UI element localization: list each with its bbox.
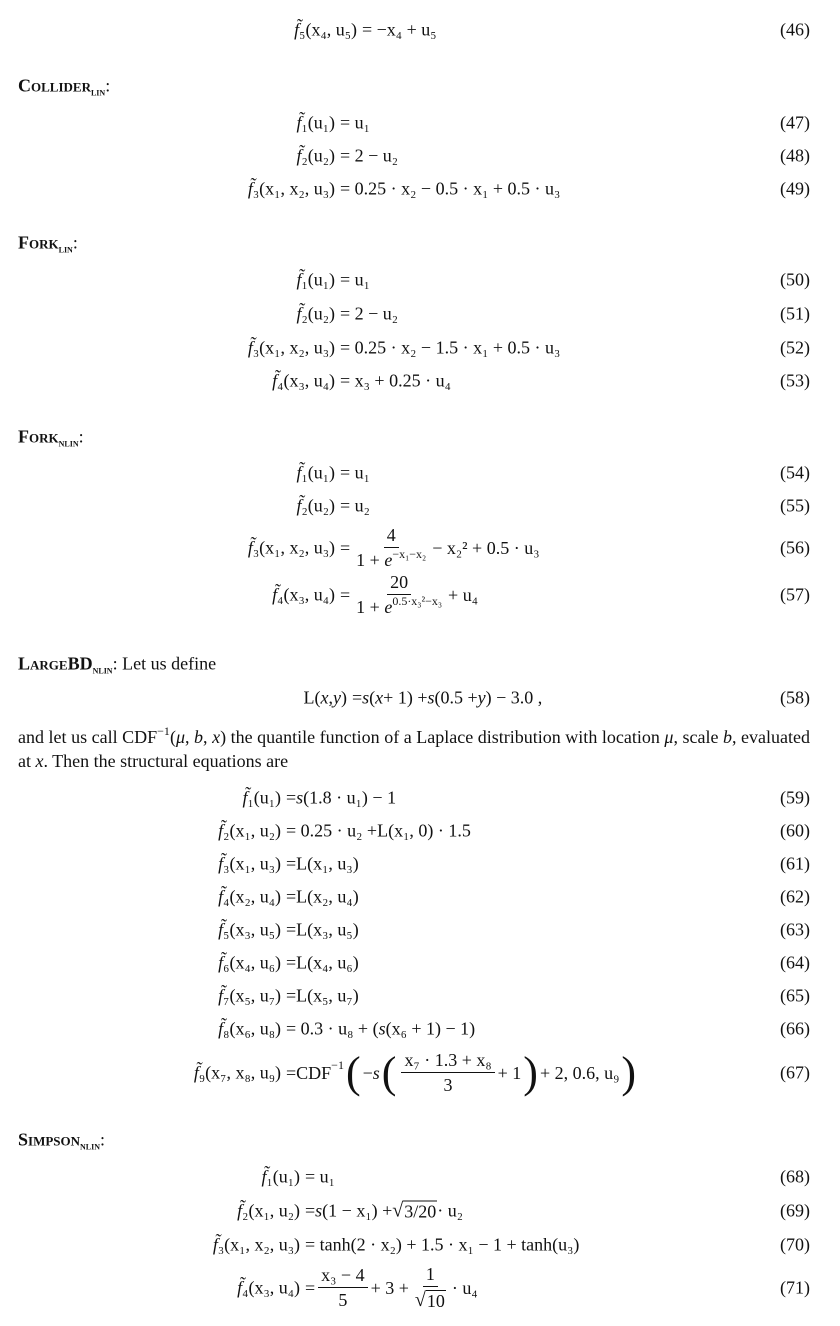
math-text: , [328, 687, 333, 708]
equation-number: (57) [780, 584, 810, 605]
math-text: (1.8 · u₁) − 1 [303, 787, 397, 808]
math-variable: y [477, 687, 486, 708]
math-text: ₁(u₁) [301, 112, 335, 133]
denominator [353, 548, 429, 571]
equation-number: (66) [780, 1018, 810, 1039]
equation-rhs [305, 1235, 579, 1256]
equation-rhs [362, 20, 437, 41]
equation-lhs [296, 496, 335, 517]
math-variable: e [384, 597, 393, 617]
math-text: ₄(x₃, u₄) [242, 1277, 300, 1298]
heading-subscript: lin [90, 84, 106, 99]
equation-number: (58) [780, 687, 810, 708]
math-variable: s [372, 1062, 380, 1083]
math-variable: f̃ [218, 952, 224, 973]
math-text: (x₃, u₅) [307, 919, 359, 940]
math-text: 5 [338, 1290, 348, 1310]
math-text: , [184, 727, 195, 747]
equation-lhs [272, 371, 335, 392]
math-variable: f̃ [296, 112, 302, 133]
math-variable: f̃ [247, 537, 253, 558]
equation-rhs [340, 572, 478, 618]
math-text: = u₁ [340, 462, 370, 483]
equation-lhs [194, 1063, 281, 1084]
math-text: = 0.25 · x₂ − 0.5 · x₁ + 0.5 · u₃ [340, 178, 561, 199]
math-text: ₁(u₁) [301, 269, 335, 290]
equation-lhs-container [0, 1048, 281, 1098]
heading-title: Fork [18, 232, 59, 253]
math-variable: f̃ [218, 1018, 224, 1039]
math-text: 1 + [356, 550, 385, 570]
numerator [318, 1265, 367, 1288]
math-text: ₁(u₁) [266, 1166, 300, 1187]
section-heading [18, 654, 216, 675]
superscript: −x₁−x₂ [392, 547, 427, 561]
equation-lhs [294, 20, 357, 41]
math-text: = [286, 853, 297, 874]
equation-number: (55) [780, 495, 810, 516]
math-text: = 0.25 · u₂ + [286, 820, 378, 841]
heading-title: Simpson [18, 1129, 81, 1150]
equation-lhs-container [0, 164, 335, 214]
math-text: ₄(x₂, u₄) [223, 886, 281, 907]
equation-lhs-container [0, 1004, 281, 1054]
math-variable: x [212, 727, 221, 747]
math-text: = [340, 584, 351, 605]
math-text: ( [314, 687, 321, 708]
math-text: ₉(x₇, x₈, u₉) [198, 1062, 281, 1083]
math-variable: s [296, 787, 304, 808]
math-text: + 1 [497, 1062, 522, 1083]
math-variable: f̃ [296, 462, 302, 483]
equation-number: (50) [780, 269, 810, 290]
large-parenthesis: ) [523, 1048, 538, 1097]
radical-sign: √ [392, 1199, 404, 1222]
math-operator: CDF [122, 727, 158, 747]
equation-lhs-container [0, 673, 347, 723]
denominator [353, 595, 445, 618]
equation-lhs [218, 1019, 281, 1040]
math-text: , scale [673, 727, 723, 747]
equation-number: (52) [780, 337, 810, 358]
math-text: ₆(x₄, u₆) [223, 952, 281, 973]
math-text: = tanh(2 · x₂) + 1.5 · x₁ − 1 + tanh(u₃) [305, 1234, 580, 1255]
radicand: 3/20 [404, 1201, 437, 1222]
math-text: ₅(x₃, u₅) [223, 919, 281, 940]
math-text: (0.5 + [434, 687, 478, 708]
fraction [401, 1050, 494, 1096]
numerator [401, 1050, 494, 1073]
math-text: ₁(u₁) [301, 462, 335, 483]
math-variable: μ [175, 727, 185, 747]
math-text: = −x₄ + u₅ [362, 19, 437, 40]
math-text: , evaluated at [18, 727, 811, 771]
numerator [423, 1264, 438, 1287]
equation-number: (64) [780, 952, 810, 973]
equation-lhs [248, 179, 335, 200]
equation-lhs [272, 585, 335, 606]
math-text: ( [369, 687, 376, 708]
equation-rhs [286, 1019, 475, 1040]
math-text: ₁(u₁) [247, 787, 281, 808]
equation-number: (49) [780, 178, 810, 199]
math-text: + 1) + [383, 687, 428, 708]
equation-number: (71) [780, 1277, 810, 1298]
equation-number: (69) [780, 1200, 810, 1221]
math-text: − [362, 1062, 373, 1083]
math-text: ) [341, 687, 347, 708]
math-text: 20 [390, 572, 409, 592]
math-variable: f̃ [294, 19, 300, 40]
math-text: ₂(u₂) [301, 145, 335, 166]
math-variable: f̃ [218, 886, 224, 907]
math-text: + u₄ [448, 584, 478, 605]
equation-number: (59) [780, 787, 810, 808]
equation-rhs [340, 496, 370, 517]
section-heading [18, 233, 78, 254]
math-variable: f̃ [296, 269, 302, 290]
math-text: ₄(x₃, u₄) [277, 370, 335, 391]
math-text: = u₂ [340, 495, 370, 516]
math-text: ₂(x₁, u₂) [242, 1200, 300, 1221]
heading-title: LargeBD [18, 653, 93, 674]
math-variable: f̃ [237, 1277, 243, 1298]
equation-lhs-container [0, 356, 335, 406]
equation-number: (53) [780, 370, 810, 391]
math-variable: f̃ [212, 1234, 218, 1255]
math-text: = 2 − u₂ [340, 145, 399, 166]
math-text: = u₁ [340, 112, 370, 133]
heading-suffix: : [78, 426, 84, 447]
math-operator: L [296, 985, 308, 1006]
heading-subscript: nlin [92, 662, 113, 677]
equation-lhs [237, 1278, 300, 1299]
equation-lhs-container [0, 523, 335, 573]
equation-number: (46) [780, 19, 810, 40]
math-text: = [286, 919, 297, 940]
fraction [353, 572, 445, 618]
denominator [335, 1288, 350, 1311]
equation-row [0, 164, 840, 214]
equation-rhs [340, 179, 560, 200]
equation-number: (62) [780, 886, 810, 907]
section-heading [18, 76, 110, 97]
math-variable: x [375, 687, 384, 708]
math-variable: f̃ [296, 495, 302, 516]
equation-rhs [340, 270, 370, 291]
equation-rhs [352, 688, 542, 709]
math-text: ₃(x₁, x₂, u₃) [217, 1234, 300, 1255]
math-text: · u₄ [451, 1277, 478, 1298]
math-variable: f̃ [218, 820, 224, 841]
equation-number: (61) [780, 853, 810, 874]
numerator [384, 525, 399, 548]
equation-lhs [296, 270, 335, 291]
superscript: −1 [331, 1057, 344, 1072]
math-variable: f̃ [218, 919, 224, 940]
equation-row [0, 356, 840, 406]
math-operator: L [296, 853, 308, 874]
math-text: (x₂, u₄) [307, 886, 359, 907]
math-variable: s [427, 687, 435, 708]
denominator [441, 1073, 456, 1096]
equation-row [0, 1004, 840, 1054]
math-variable: f̃ [237, 1200, 243, 1221]
heading-title: Collider [18, 75, 91, 96]
math-text: · u₂ [437, 1200, 464, 1221]
heading-subscript: nlin [58, 435, 79, 450]
equation-rhs [340, 304, 398, 325]
equation-rhs [340, 371, 451, 392]
math-text: ₇(x₅, u₇) [223, 985, 281, 1006]
math-text: = [286, 985, 297, 1006]
equation-rhs [305, 1264, 478, 1312]
equation-lhs [304, 688, 348, 709]
math-text: , [203, 727, 213, 747]
math-variable: y [333, 687, 341, 708]
math-text: = x₃ + 0.25 · u₄ [340, 370, 451, 391]
math-text: ₃(x₁, x₂, u₃) [252, 337, 335, 358]
math-variable: f̃ [272, 584, 278, 605]
math-text: ) − 3.0 , [485, 687, 543, 708]
math-operator: CDF [296, 1062, 332, 1083]
equation-rhs [340, 525, 539, 571]
math-text: − x₂² + 0.5 · u₃ [432, 537, 540, 558]
equation-row [0, 673, 840, 723]
math-variable: f̃ [261, 1166, 267, 1187]
math-text: (1 − x₁) + [322, 1200, 393, 1221]
section-heading [18, 427, 84, 448]
math-text: = u₁ [305, 1166, 335, 1187]
math-text: 1 + [356, 597, 385, 617]
equation-row [0, 523, 840, 573]
equation-number: (51) [780, 303, 810, 324]
math-text: ) the quantile function of a Laplace distribution with location [220, 727, 665, 747]
equation-lhs [261, 1167, 300, 1188]
math-operator: L [303, 687, 315, 708]
math-variable: f̃ [218, 985, 224, 1006]
equation-row [0, 5, 840, 55]
math-variable: f̃ [272, 370, 278, 391]
equation-row [0, 570, 840, 620]
equation-number: (65) [780, 985, 810, 1006]
math-text: . Then the structural equations are [43, 751, 289, 771]
numerator [387, 572, 411, 595]
math-text: ₃(x₁, u₃) [223, 853, 281, 874]
math-variable: s [362, 687, 370, 708]
equation-lhs [213, 1235, 300, 1256]
math-text: (x₅, u₇) [307, 985, 359, 1006]
equation-rhs [305, 1167, 335, 1188]
math-text: = [286, 1062, 297, 1083]
math-operator: L [296, 919, 308, 940]
heading-subscript: lin [58, 241, 73, 256]
math-text: (x₆ + 1) − 1) [385, 1018, 476, 1039]
math-text: = 2 − u₂ [340, 303, 399, 324]
math-variable: f̃ [218, 853, 224, 874]
equation-number: (67) [780, 1062, 810, 1083]
math-text: and let us call [18, 727, 123, 747]
math-text: = 0.25 · x₂ − 1.5 · x₁ + 0.5 · u₃ [340, 337, 561, 358]
heading-suffix: : [100, 1129, 106, 1150]
equation-number: (60) [780, 820, 810, 841]
math-text: ( [169, 727, 176, 747]
math-text: + 2, 0.6, u₉ [539, 1062, 620, 1083]
math-variable: μ [664, 727, 674, 747]
equation-lhs-container [0, 5, 357, 55]
denominator [412, 1287, 449, 1312]
math-text: 1 [425, 1264, 435, 1284]
math-text: (x₁, 0) · 1.5 [388, 820, 471, 841]
paragraph [18, 726, 810, 772]
math-text: ₈(x₆, u₈) [223, 1018, 281, 1039]
superscript: 0.5·x₃²−x₃ [392, 594, 443, 608]
math-text: ₃(x₁, x₂, u₃) [252, 537, 335, 558]
math-variable: f̃ [193, 1062, 199, 1083]
math-variable: x [320, 687, 329, 708]
equation-number: (70) [780, 1234, 810, 1255]
fraction [412, 1264, 449, 1312]
math-variable: e [384, 550, 393, 570]
math-text: = [352, 687, 363, 708]
math-text: ₅(x₄, u₅) [299, 19, 357, 40]
equation-number: (68) [780, 1166, 810, 1187]
math-text: 4 [386, 525, 396, 545]
math-variable: x [35, 751, 44, 771]
math-text: ₂(u₂) [301, 303, 335, 324]
math-variable: f̃ [296, 303, 302, 324]
math-operator: L [296, 952, 308, 973]
math-text: (x₄, u₆) [307, 952, 359, 973]
math-text: x₃ − 4 [321, 1265, 365, 1285]
equation-lhs [296, 304, 335, 325]
heading-suffix: : [72, 232, 78, 253]
large-parenthesis: ( [345, 1048, 361, 1097]
equation-lhs [237, 1201, 300, 1222]
math-variable: s [315, 1200, 323, 1221]
square-root [415, 1289, 446, 1312]
math-text: = [286, 787, 297, 808]
math-text: ₂(u₂) [301, 495, 335, 516]
math-operator: L [296, 886, 308, 907]
large-parenthesis: ) [621, 1048, 637, 1097]
superscript: −1 [157, 724, 170, 738]
math-text: (x₁, u₃) [307, 853, 359, 874]
math-text: = [286, 886, 297, 907]
radical-sign: √ [414, 1289, 426, 1311]
equation-row [0, 1048, 840, 1098]
math-text: ₄(x₃, u₄) [277, 584, 335, 605]
math-variable: b [723, 727, 732, 747]
math-text: = [286, 952, 297, 973]
equation-number: (47) [780, 112, 810, 133]
math-text: ₃(x₁, x₂, u₃) [252, 178, 335, 199]
equation-number: (56) [780, 537, 810, 558]
fraction [318, 1265, 367, 1311]
math-text: = u₁ [340, 269, 370, 290]
equation-lhs-container [0, 1263, 300, 1313]
math-operator: L [377, 820, 389, 841]
equation-lhs-container [0, 570, 335, 620]
equation-number: (63) [780, 919, 810, 940]
equation-number: (48) [780, 145, 810, 166]
equation-row [0, 1263, 840, 1313]
equation-lhs [248, 538, 335, 559]
math-variable: f̃ [242, 787, 248, 808]
math-variable: f̃ [296, 145, 302, 166]
math-variable: f̃ [247, 178, 253, 199]
math-text: x₇ · 1.3 + x₈ [404, 1050, 492, 1070]
math-text: = [340, 537, 351, 558]
equation-number: (54) [780, 462, 810, 483]
heading-suffix: : [105, 75, 111, 96]
math-text: ₂(x₁, u₂) [223, 820, 281, 841]
math-variable: b [194, 727, 204, 747]
math-text: = 0.3 · u₈ + ( [286, 1018, 379, 1039]
math-text: + 3 + [370, 1277, 409, 1298]
heading-title: Fork [18, 426, 59, 447]
radicand: 10 [426, 1291, 445, 1311]
large-parenthesis: ( [381, 1048, 397, 1097]
equation-rhs [286, 1050, 638, 1096]
math-text: = [305, 1200, 316, 1221]
heading-subscript: nlin [80, 1138, 101, 1153]
section-heading [18, 1130, 105, 1151]
math-variable: s [378, 1018, 386, 1039]
math-variable: f̃ [247, 337, 253, 358]
math-text: 3 [443, 1075, 453, 1095]
heading-suffix: : Let us define [112, 653, 217, 674]
fraction [353, 525, 429, 571]
math-text: = [305, 1277, 316, 1298]
